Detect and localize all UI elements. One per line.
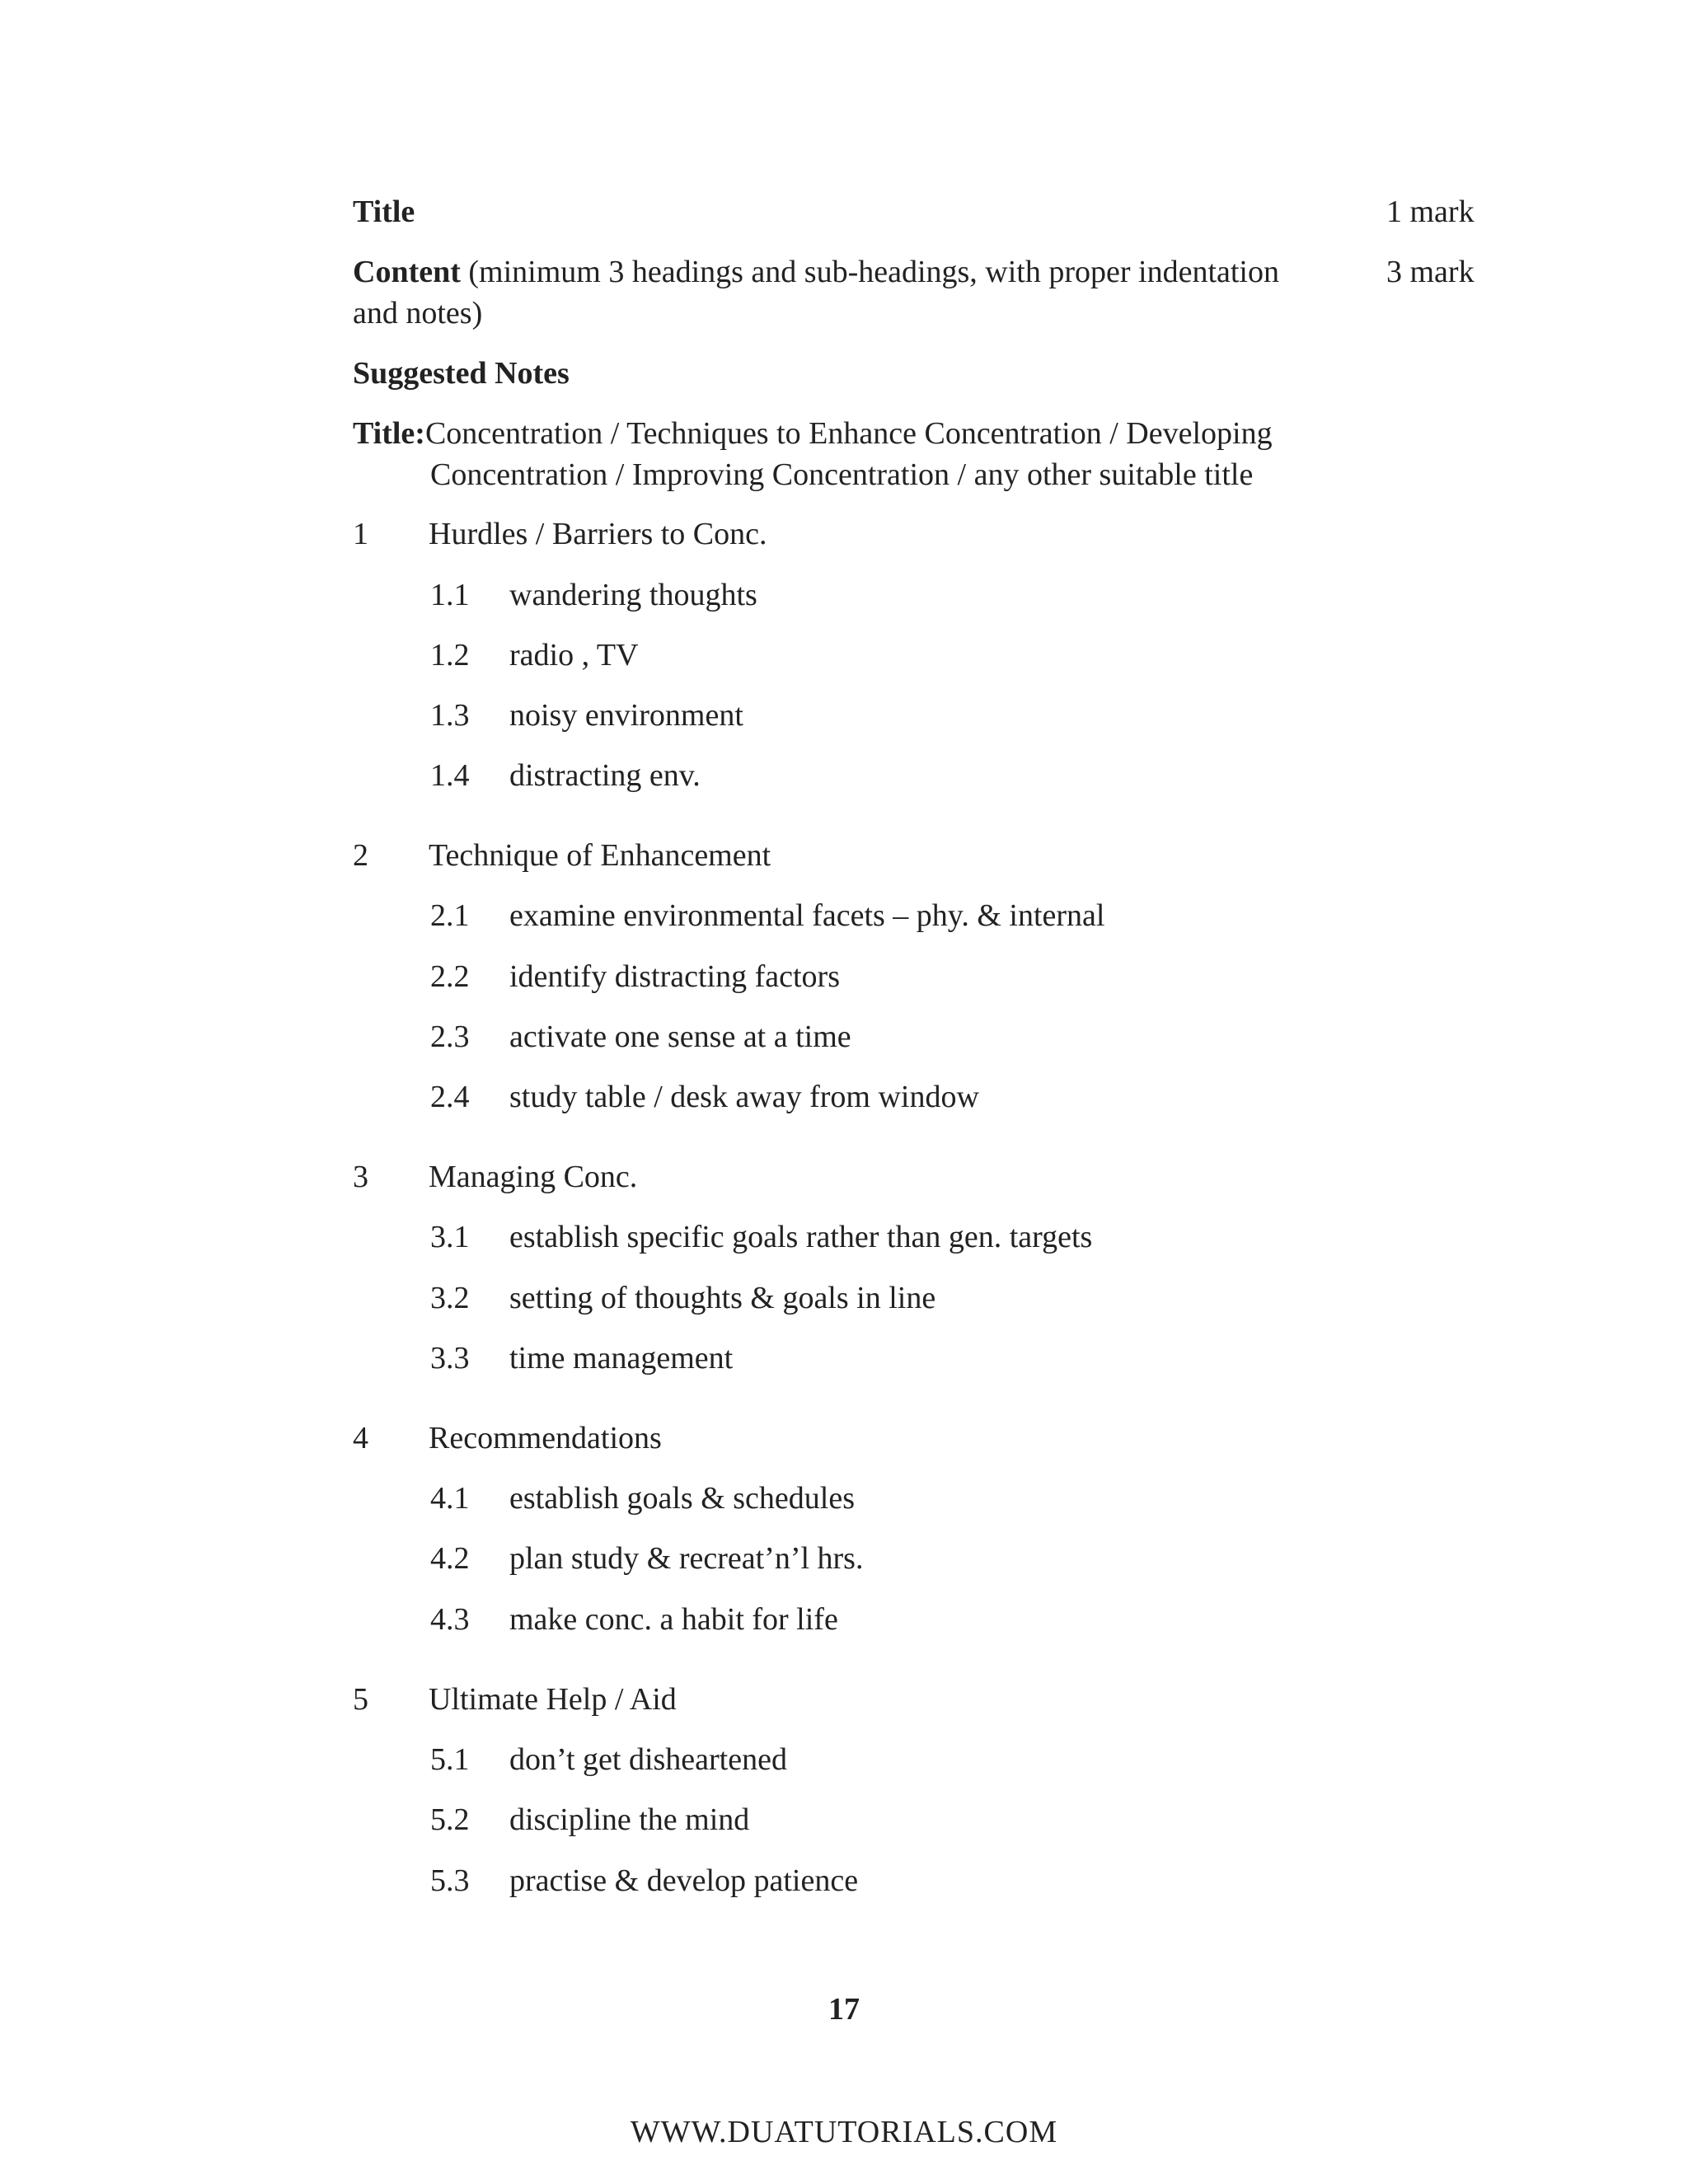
- item-number: 4.2: [430, 1541, 470, 1576]
- item-number: 2.1: [430, 898, 470, 933]
- suggested-notes-heading: Suggested Notes: [353, 356, 570, 391]
- item-number: 5.3: [430, 1863, 470, 1898]
- item-text: setting of thoughts & goals in line: [509, 1281, 936, 1315]
- item-text: study table / desk away from window: [509, 1080, 979, 1114]
- item-text: don’t get disheartened: [509, 1742, 787, 1777]
- item-text: practise & develop patience: [509, 1863, 859, 1898]
- item-number: 1.1: [430, 578, 470, 612]
- item-number: 3.1: [430, 1220, 470, 1254]
- content-criterion-description: (minimum 3 headings and sub-headings, with proper indentation and notes): [353, 255, 1279, 330]
- page-number: 17: [828, 1992, 860, 2027]
- section-heading: Hurdles / Barriers to Conc.: [429, 517, 767, 551]
- item-text: establish specific goals rather than gen. targets: [509, 1220, 1093, 1254]
- title-criterion-marks: 1 mark: [1386, 194, 1475, 229]
- section-heading: Managing Conc.: [429, 1160, 638, 1194]
- item-number: 1.4: [430, 758, 470, 793]
- notes-title-line-2: Concentration / Improving Concentration / any other suitable title: [430, 457, 1254, 492]
- item-number: 1.3: [430, 698, 470, 733]
- item-text: time management: [509, 1341, 734, 1376]
- section-number: 2: [353, 838, 368, 873]
- item-number: 1.2: [430, 638, 470, 673]
- section-heading: Recommendations: [429, 1421, 662, 1455]
- title-criterion-label: Title: [353, 194, 415, 229]
- notes-title-line-1: [353, 413, 1273, 454]
- item-number: 5.1: [430, 1742, 470, 1777]
- section-number: 1: [353, 517, 368, 551]
- content-criterion: [353, 251, 1325, 334]
- item-number: 4.3: [430, 1602, 470, 1637]
- item-number: 2.4: [430, 1080, 470, 1114]
- item-text: distracting env.: [509, 758, 701, 793]
- content-criterion-label: Content: [353, 255, 461, 289]
- item-text: plan study & recreat’n’l hrs.: [509, 1541, 864, 1576]
- notes-title-text-1: Concentration / Techniques to Enhance Concentration / Developing: [424, 416, 1273, 451]
- item-number: 2.2: [430, 959, 470, 994]
- item-text: activate one sense at a time: [509, 1019, 851, 1054]
- content-criterion-marks: 3 mark: [1386, 255, 1475, 289]
- section-number: 3: [353, 1160, 368, 1194]
- notes-title-label: Title:: [353, 416, 425, 451]
- item-text: examine environmental facets – phy. & internal: [509, 898, 1105, 933]
- item-number: 5.2: [430, 1802, 470, 1837]
- item-text: identify distracting factors: [509, 959, 840, 994]
- item-text: radio , TV: [509, 638, 639, 673]
- item-text: make conc. a habit for life: [509, 1602, 838, 1637]
- item-text: establish goals & schedules: [509, 1481, 855, 1516]
- section-heading: Technique of Enhancement: [429, 838, 771, 873]
- item-number: 4.1: [430, 1481, 470, 1516]
- footer-url: WWW.DUATUTORIALS.COM: [630, 2115, 1058, 2149]
- item-text: noisy environment: [509, 698, 743, 733]
- item-number: 3.3: [430, 1341, 470, 1376]
- item-number: 3.2: [430, 1281, 470, 1315]
- section-heading: Ultimate Help / Aid: [429, 1682, 677, 1717]
- section-number: 5: [353, 1682, 368, 1717]
- item-text: wandering thoughts: [509, 578, 757, 612]
- item-number: 2.3: [430, 1019, 470, 1054]
- section-number: 4: [353, 1421, 368, 1455]
- item-text: discipline the mind: [509, 1802, 750, 1837]
